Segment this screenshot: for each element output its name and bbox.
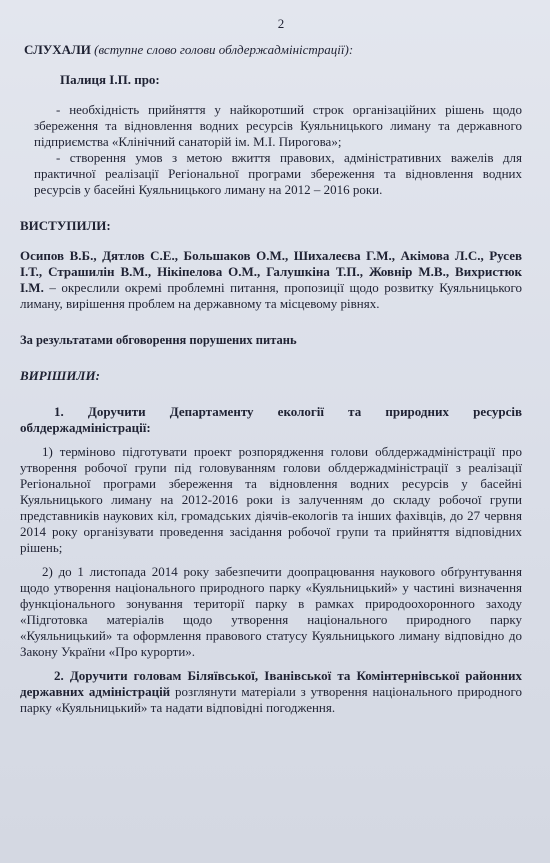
decided-label: ВИРІШИЛИ:: [20, 368, 100, 383]
item-2-title: 2. Доручити головам Біляївської, Іванівської та Комінтернівської районних державних адміністрацій: [20, 668, 522, 699]
page-number: 2: [277, 16, 285, 31]
point-1: - необхідність прийняття у найкоротший строк організаційних рішень щодо збереження та відновлення водних ресурсів Куяльницького лиману та державного підприємства «Клінічний санаторій ім. М.І. Пирогова»;: [34, 102, 522, 149]
results-line: За результатами обговорення порушених питань: [20, 333, 297, 347]
item-1-title: 1. Доручити Департаменту екології та природних ресурсів облдержадміністрації:: [20, 404, 522, 435]
point-2: - створення умов з метою вжиття правових, адміністративних важелів для практичної реалізації Регіональної програми збереження та відновлення водних ресурсів у басейні Куяльницького лиману на 2012 – 2016 роки.: [34, 150, 522, 197]
item-2-rest: розглянути матеріали з утворення національного природного парку «Куяльницький» та надати відповідні погодження.: [20, 684, 522, 715]
heard-label: СЛУХАЛИ: [24, 42, 91, 57]
speaker-line: Палиця І.П. про:: [60, 72, 160, 87]
item-2-paragraph: [20, 668, 522, 716]
item-1-sub-2: 2) до 1 листопада 2014 року забезпечити доопрацювання наукового обґрунтування щодо утворення національного природного парку «Куяльницький» у частині визначення функціонального зонування території парку в рамках природоохоронного заходу «Підготовка матеріалів щодо утворення національного природного парку «Куяльницький» та оформлення правового статусу Куяльницького лиману відповідно до Закону України «Про курорти».: [20, 564, 522, 659]
spoke-names: Осипов В.Б., Дятлов С.Е., Большаков О.М., Шихалеєва Г.М., Акімова Л.С., Русев І.Т., Страшилін В.М., Нікіпелова О.М., Галушкіна Т.П., Жовнір М.В., Вихристюк І.М.: [20, 248, 522, 295]
heard-line: [20, 42, 522, 58]
spoke-label: ВИСТУПИЛИ:: [20, 218, 111, 233]
item-1-sub-1: 1) терміново підготувати проект розпорядження голови облдержадміністрації про утворення робочої групи під головуванням голови облдержадміністрації з реалізації Регіональної програми збереження та відновлення водних ресурсів у басейні Куяльницького лиману на 2012-2016 роки із залученням до складу робочої групи представників наукових кіл, громадських діячів-екологів та інших фахівців, до 27 червня 2014 року організувати проведення засідання робочої групи та прийняття відповідних рішень;: [20, 444, 522, 555]
spoke-paragraph: [20, 248, 522, 312]
heard-note: (вступне слово голови облдержадміністрації):: [94, 42, 354, 57]
spoke-rest: – окреслили окремі проблемні питання, пропозиції щодо розвитку Куяльницького лиману, вирішення проблем на державному та місцевому рівнях.: [20, 280, 522, 311]
